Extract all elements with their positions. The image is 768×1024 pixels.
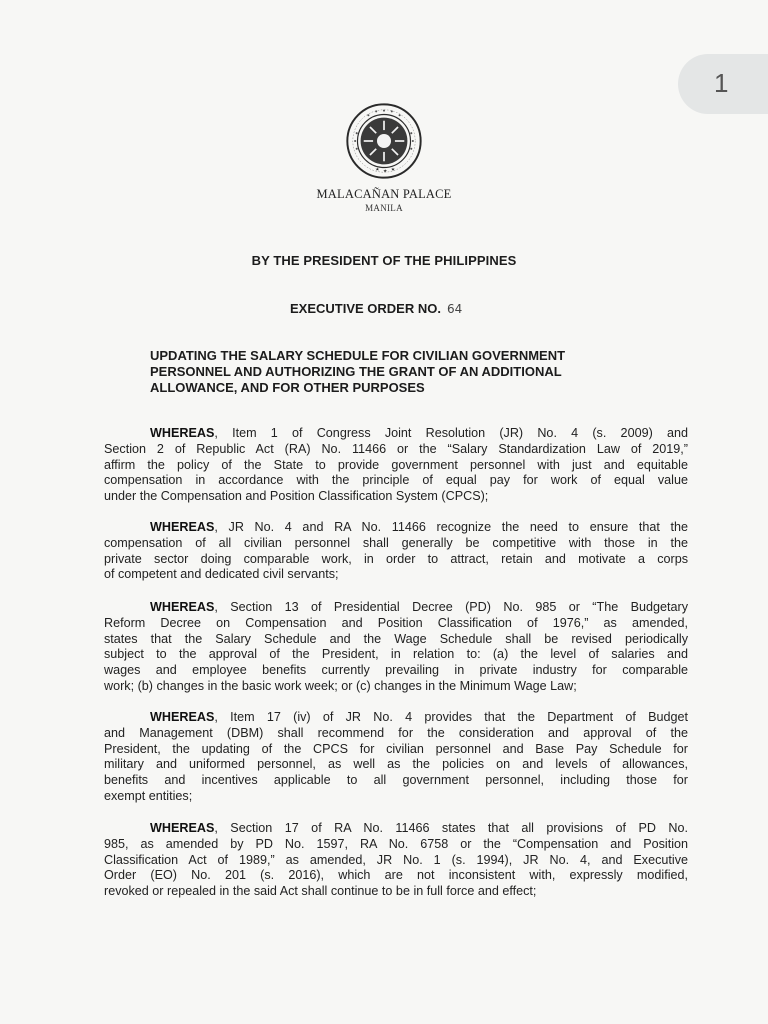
paragraph-line: and Management (DBM) shall recommend for the consideration and approval of the	[104, 725, 688, 740]
paragraph-line: Classification Act of 1989,” as amended, JR No. 1 (s. 1994), JR No. 4, and Executive	[104, 852, 688, 867]
paragraph-line: compensation of all civilian personnel shall generally be competitive with those in the	[104, 535, 688, 550]
paragraph-line: , Item 17 (iv) of JR No. 4 provides that the Department of Budget	[214, 710, 688, 724]
paragraph-line: exempt entities;	[104, 788, 193, 803]
paragraph-line: under the Compensation and Position Classification System (CPCS);	[104, 489, 489, 504]
paragraph-line: , Section 13 of Presidential Decree (PD) No. 985 or “The Budgetary	[214, 600, 688, 614]
page-number-tab	[678, 54, 768, 114]
executive-order-number: 64	[446, 302, 463, 316]
paragraph-line: , Section 17 of RA No. 11466 states that all provisions of PD No.	[214, 821, 688, 835]
presidential-seal-icon	[345, 102, 423, 180]
whereas-paragraph-5	[104, 821, 688, 900]
title-line: PERSONNEL AND AUTHORIZING THE GRANT OF AN ADDITIONAL	[150, 364, 562, 379]
paragraph-line: , JR No. 4 and RA No. 11466 recognize the need to ensure that the	[214, 520, 688, 534]
paragraph-line: benefits and incentives applicable to all government personnel, including those for	[104, 773, 688, 788]
title-line: ALLOWANCE, AND FOR OTHER PURPOSES	[150, 380, 425, 395]
paragraph-line: revoked or repealed in the said Act shall continue to be in full force and effect;	[104, 884, 537, 899]
whereas-paragraph-2	[104, 520, 688, 583]
paragraph-line: President, the updating of the CPCS for civilian personnel and Base Pay Schedule for	[104, 741, 688, 756]
whereas-keyword: WHEREAS	[150, 821, 215, 835]
executive-order-heading	[290, 301, 462, 316]
paragraph-line: of competent and dedicated civil servants;	[104, 567, 339, 582]
paragraph-line: military and uniformed personnel, as well as the policies on and levels of allowances,	[104, 757, 688, 772]
paragraph-line: states that the Salary Schedule and the Wage Schedule shall be revised periodically	[104, 631, 688, 646]
page-number: 1	[714, 68, 729, 98]
paragraph-line: affirm the policy of the State to provide government personnel with just and equitable	[104, 457, 688, 472]
whereas-paragraph-4	[104, 710, 688, 805]
paragraph-line: Order (EO) No. 201 (s. 2016), which are not inconsistent with, expressly modified,	[104, 868, 688, 883]
paragraph-line: 985, as amended by PD No. 1597, RA No. 6758 or the “Compensation and Position	[104, 836, 688, 851]
whereas-keyword: WHEREAS	[150, 600, 215, 614]
paragraph-line: wages and employee benefits currently prevailing in private industry for comparable	[104, 663, 688, 678]
paragraph-line: private sector doing comparable work, in order to attract, retain and motivate a corps	[104, 551, 688, 566]
paragraph-line: compensation in accordance with the principle of equal pay for work of equal value	[104, 473, 688, 488]
city-heading: MANILA	[365, 203, 403, 213]
paragraph-line: work; (b) changes in the basic work week; or (c) changes in the Minimum Wage Law;	[104, 678, 577, 693]
whereas-keyword: WHEREAS	[150, 520, 215, 534]
whereas-paragraph-1	[104, 426, 688, 505]
paragraph-line: , Item 1 of Congress Joint Resolution (JR) No. 4 (s. 2009) and	[214, 426, 688, 440]
whereas-keyword: WHEREAS	[150, 710, 215, 724]
whereas-keyword: WHEREAS	[150, 426, 215, 440]
executive-order-label: EXECUTIVE ORDER NO.	[290, 301, 441, 316]
paragraph-line: Reform Decree on Compensation and Position Classification of 1976,” as amended,	[104, 615, 688, 630]
by-the-president-line: BY THE PRESIDENT OF THE PHILIPPINES	[251, 253, 517, 268]
whereas-paragraph-3	[104, 600, 688, 695]
paragraph-line: Section 2 of Republic Act (RA) No. 11466 or the “Salary Standardization Law of 2019,”	[104, 441, 688, 456]
palace-heading: MALACAÑAN PALACE	[316, 187, 452, 201]
paragraph-line: subject to the approval of the President, in relation to: (a) the level of salaries and	[104, 647, 688, 662]
title-line: UPDATING THE SALARY SCHEDULE FOR CIVILIAN GOVERNMENT	[150, 348, 566, 363]
document-title	[150, 348, 650, 396]
